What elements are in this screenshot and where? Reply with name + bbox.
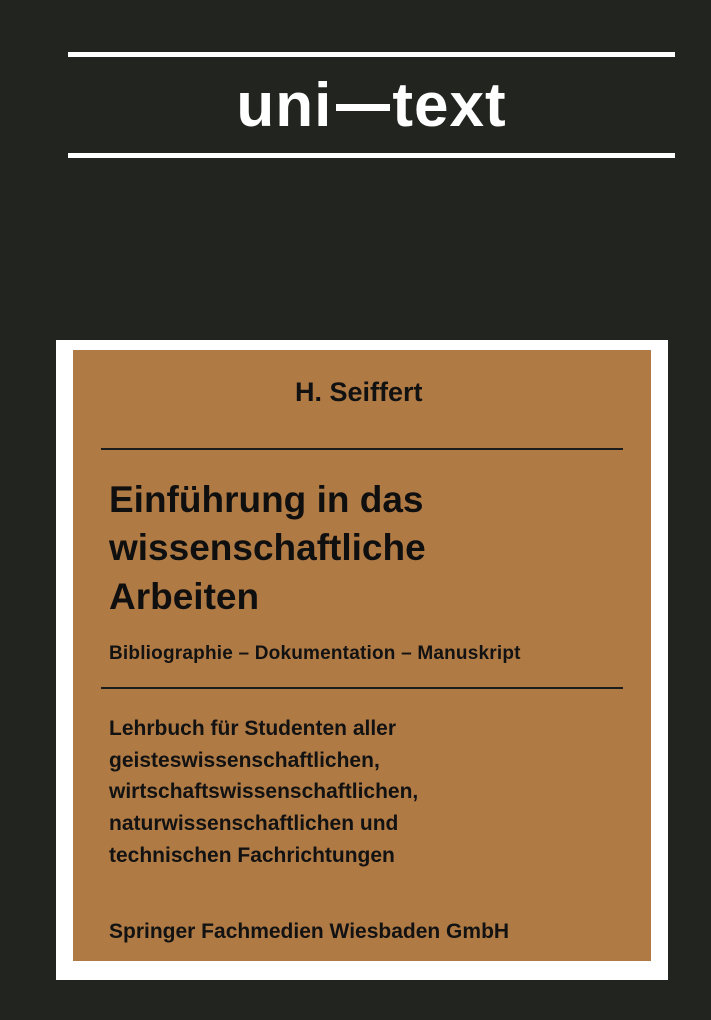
series-dash-icon — [336, 104, 390, 111]
cover-panel — [73, 350, 651, 961]
series-title-part2: text — [392, 71, 507, 140]
book-title — [109, 450, 623, 620]
series-title — [68, 57, 675, 153]
book-subtitle: Bibliographie – Dokumentation – Manuskript — [109, 642, 521, 664]
book-title-line-3: Arbeiten — [109, 575, 260, 617]
book-description-line-2: geisteswissenschaftlichen, — [109, 748, 380, 772]
book-description-line-5: technischen Fachrichtungen — [109, 844, 395, 868]
book-description-line-1: Lehrbuch für Studenten aller — [109, 716, 397, 740]
cover-panel-frame — [56, 340, 668, 980]
series-banner — [68, 52, 675, 158]
divider-below-subtitle — [101, 687, 623, 689]
book-description-line-4: naturwissenschaftlichen und — [109, 812, 399, 836]
author-name: H. Seiffert — [295, 377, 423, 407]
series-title-part1: uni — [236, 71, 333, 140]
book-title-line-2: wissenschaftliche — [109, 527, 426, 569]
publisher-name: Springer Fachmedien Wiesbaden GmbH — [109, 920, 510, 944]
book-description-line-3: wirtschaftswissenschaftlichen, — [109, 780, 419, 804]
book-title-line-1: Einführung in das — [109, 479, 424, 521]
book-description — [109, 713, 623, 873]
series-rule-bottom — [68, 153, 675, 158]
